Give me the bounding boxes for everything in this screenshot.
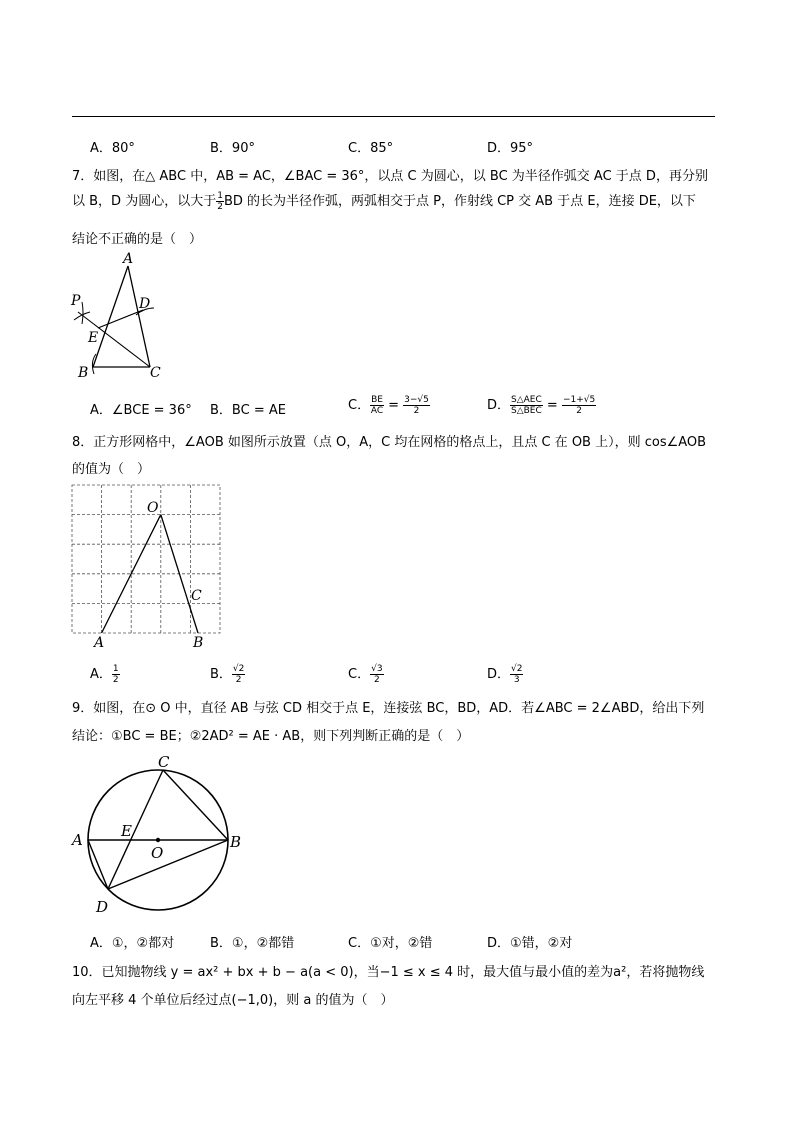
q7-stem-line2 xyxy=(72,190,696,212)
q7-label-a: A xyxy=(123,251,134,267)
q8-figure xyxy=(66,478,228,650)
q7-option-d-lhs-num: S△AEC xyxy=(511,395,542,405)
q7-option-c-eq: = xyxy=(383,398,404,413)
q7-label-c: C xyxy=(150,365,161,381)
q7-label-e: E xyxy=(88,330,99,346)
q9-option-d[interactable]: D．①错，②对 xyxy=(487,936,573,951)
q8-option-d-frac xyxy=(510,664,523,685)
q7-arc-p2 xyxy=(82,302,83,324)
q7-option-c[interactable] xyxy=(348,394,430,416)
q7-segment-ab xyxy=(93,266,128,367)
q7-option-d-lhs-den: S△BEC xyxy=(511,406,542,416)
q8-option-d-prefix: D． xyxy=(487,667,511,682)
q7-label-b: B xyxy=(78,365,89,381)
q8-option-c-num: √3 xyxy=(371,664,383,674)
q7-option-d[interactable] xyxy=(487,394,596,416)
q8-option-a[interactable] xyxy=(90,663,120,685)
q7-option-c-rhs-den: 2 xyxy=(413,406,420,416)
q7-option-b[interactable]: B．BC = AE xyxy=(210,403,286,418)
header-divider xyxy=(72,116,715,117)
q8-option-d-den: 3 xyxy=(513,675,520,685)
q9-label-a: A xyxy=(72,831,83,849)
q8-option-c-frac xyxy=(370,664,383,685)
q7-stem-line1: 7．如图，在△ ABC 中，AB = AC，∠BAC = 36°，以点 C 为圆心，以 BC 为半径作弧交 AC 于点 D，再分别 xyxy=(72,169,708,184)
q7-half-num: 1 xyxy=(217,191,223,201)
q8-stem-line1: 8．正方形网格中，∠AOB 如图所示放置（点 O，A，C 均在网格的格点上，且点 C 在 OB 上），则 cos∠AOB xyxy=(72,435,707,450)
q9-stem-line2: 结论：①BC = BE；②2AD² = AE · AB，则下列判断正确的是（ ） xyxy=(72,729,470,744)
q8-option-c[interactable] xyxy=(348,663,384,685)
q9-label-d: D xyxy=(96,898,109,916)
q7-label-d: D xyxy=(139,296,151,312)
q7-option-a[interactable]: A．∠BCE = 36° xyxy=(90,403,192,418)
q7-option-c-rhs-num: 3−√5 xyxy=(404,395,429,405)
q10-stem-line1: 10．已知抛物线 y = ax² + bx + b − a(a < 0)，当−1 ≤ x ≤ 4 时，最大值与最小值的差为a²，若将抛物线 xyxy=(72,965,705,980)
q8-label-c: C xyxy=(191,588,202,604)
q7-option-c-rhs xyxy=(403,395,430,416)
q9-option-b[interactable]: B．①，②都错 xyxy=(210,936,295,951)
q8-option-a-prefix: A． xyxy=(90,667,112,682)
q7-stem-line3: 结论不正确的是（ ） xyxy=(72,232,203,247)
q8-option-a-frac xyxy=(112,664,120,685)
q7-option-d-lhs xyxy=(510,395,543,416)
q7-option-d-eq: = xyxy=(542,398,562,413)
q9-label-e: E xyxy=(121,822,132,840)
q7-option-c-lhs-den: AC xyxy=(370,406,384,416)
q8-option-b-den: 2 xyxy=(235,675,242,685)
q8-option-b[interactable] xyxy=(210,663,245,685)
q7-option-c-lhs xyxy=(370,395,384,416)
q9-option-c[interactable]: C．①对，②错 xyxy=(348,936,433,951)
q7-stem-line2-b: BD 的长为半径作弧，两弧相交于点 P，作射线 CP 交 AB 于点 E，连接 DE，以下 xyxy=(223,194,696,209)
q7-stem-line2-a: 以 B，D 为圆心，以大于 xyxy=(72,194,217,209)
q9-chord-bd xyxy=(108,840,228,889)
q7-option-d-rhs xyxy=(562,395,596,416)
q9-label-c: C xyxy=(158,753,170,771)
q7-half-fraction xyxy=(216,191,224,212)
q7-option-d-rhs-num: −1+√5 xyxy=(562,395,596,405)
q8-option-d-num: √2 xyxy=(511,664,523,674)
q7-option-c-prefix: C． xyxy=(348,398,371,413)
q6-option-b[interactable]: B．90° xyxy=(210,141,255,156)
q7-option-c-lhs-num: BE xyxy=(371,395,383,405)
q6-option-a[interactable]: A．80° xyxy=(90,141,135,156)
q7-figure xyxy=(68,250,178,385)
q9-label-o: O xyxy=(151,844,164,862)
q9-label-b: B xyxy=(230,833,242,851)
q6-option-c[interactable]: C．85° xyxy=(348,141,394,156)
q8-option-b-prefix: B． xyxy=(210,667,232,682)
q8-option-a-num: 1 xyxy=(112,664,119,674)
q7-segment-de xyxy=(98,310,143,328)
q8-option-c-den: 2 xyxy=(373,675,380,685)
q8-label-a: A xyxy=(94,635,105,650)
q7-half-den: 2 xyxy=(217,202,223,212)
q7-option-d-rhs-den: 2 xyxy=(576,406,582,416)
q7-label-p: P xyxy=(71,293,81,309)
q7-segment-ac xyxy=(128,266,150,367)
q8-grid xyxy=(72,485,220,633)
q9-chord-cd xyxy=(108,770,163,889)
q8-label-o: O xyxy=(147,500,159,516)
q7-option-d-prefix: D． xyxy=(487,398,511,413)
q6-option-d[interactable]: D．95° xyxy=(487,141,534,156)
q8-option-d[interactable] xyxy=(487,663,523,685)
q8-option-b-frac xyxy=(232,664,245,685)
q9-center-dot xyxy=(156,838,160,842)
q9-stem-line1: 9．如图，在⊙ O 中，直径 AB 与弦 CD 相交于点 E，连接弦 BC，BD，AD．若∠ABC = 2∠ABD，给出下列 xyxy=(72,701,705,716)
q8-option-a-den: 2 xyxy=(112,675,119,685)
q8-option-c-prefix: C． xyxy=(348,667,371,682)
q8-stem-line2: 的值为（ ） xyxy=(72,462,151,477)
q8-option-b-num: √2 xyxy=(232,664,245,674)
q10-stem-line2: 向左平移 4 个单位后经过点(−1,0)，则 a 的值为（ ） xyxy=(72,993,394,1008)
q9-chord-ad xyxy=(88,840,108,889)
q9-figure xyxy=(70,752,250,927)
q9-option-a[interactable]: A．①，②都对 xyxy=(90,936,175,951)
q8-label-b: B xyxy=(193,635,204,650)
